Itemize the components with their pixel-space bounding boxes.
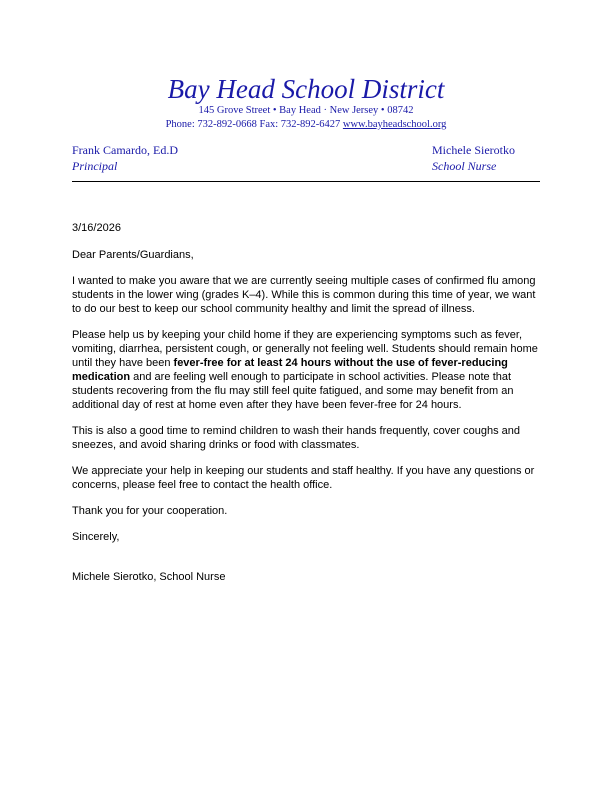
stay-home-text-end: and are feeling well enough to participate in school activities. Please note that students recovering from the flu may still feel quite fatigued, and some may benefit from an additional day of rest at home even after they have been fever-free for 24 hours.: [72, 371, 514, 411]
website-link[interactable]: www.bayheadschool.org: [342, 119, 447, 130]
paragraph-stay-home: [72, 328, 542, 412]
closing: Sincerely,: [72, 531, 120, 543]
phone-fax-text: Phone: 732-892-0668 Fax: 732-892-6427: [165, 119, 341, 130]
district-name: Bay Head School District: [167, 74, 445, 104]
paragraph-contact: We appreciate your help in keeping our students and staff healthy. If you have any questions or concerns, please feel free to contact the health office.: [72, 465, 535, 491]
principal-title: Principal: [72, 158, 118, 173]
address-line: 145 Grove Street • Bay Head · New Jersey • 08742: [198, 105, 414, 116]
principal-name: Frank Camardo, Ed.D: [72, 143, 178, 157]
nurse-name: Michele Sierotko: [432, 143, 515, 157]
letterhead: [0, 74, 612, 132]
paragraph-thanks: Thank you for your cooperation.: [72, 505, 228, 517]
letter-body: [72, 221, 542, 596]
fever-free-emphasis: fever-free for at least 24 hours without the use of fever-reducing medication: [72, 357, 508, 383]
header-divider: [72, 181, 540, 182]
principal-block: [72, 143, 178, 174]
signature: Michele Sierotko, School Nurse: [72, 571, 226, 583]
paragraph-flu-notice: I wanted to make you aware that we are currently seeing multiple cases of confirmed flu among students in the lower wing (grades K–4). While this is common during this time of year, we want to do our best to keep our school community healthy and limit the spread of illness.: [72, 275, 536, 315]
nurse-block: [432, 143, 515, 174]
phone-fax-line: [0, 118, 612, 132]
stay-home-text-start: Please help us by keeping your child home if they are experiencing symptoms such as fever, vomiting, diarrhea, persistent cough, or generally not feeling well. Students should remain home until they have been: [72, 329, 538, 369]
paragraph-hygiene: This is also a good time to remind children to wash their hands frequently, cover coughs and sneezes, and avoid sharing drinks or food with classmates.: [72, 425, 520, 451]
nurse-title: School Nurse: [432, 158, 497, 173]
salutation: Dear Parents/Guardians,: [72, 249, 194, 261]
letter-date: 3/16/2026: [72, 222, 121, 234]
